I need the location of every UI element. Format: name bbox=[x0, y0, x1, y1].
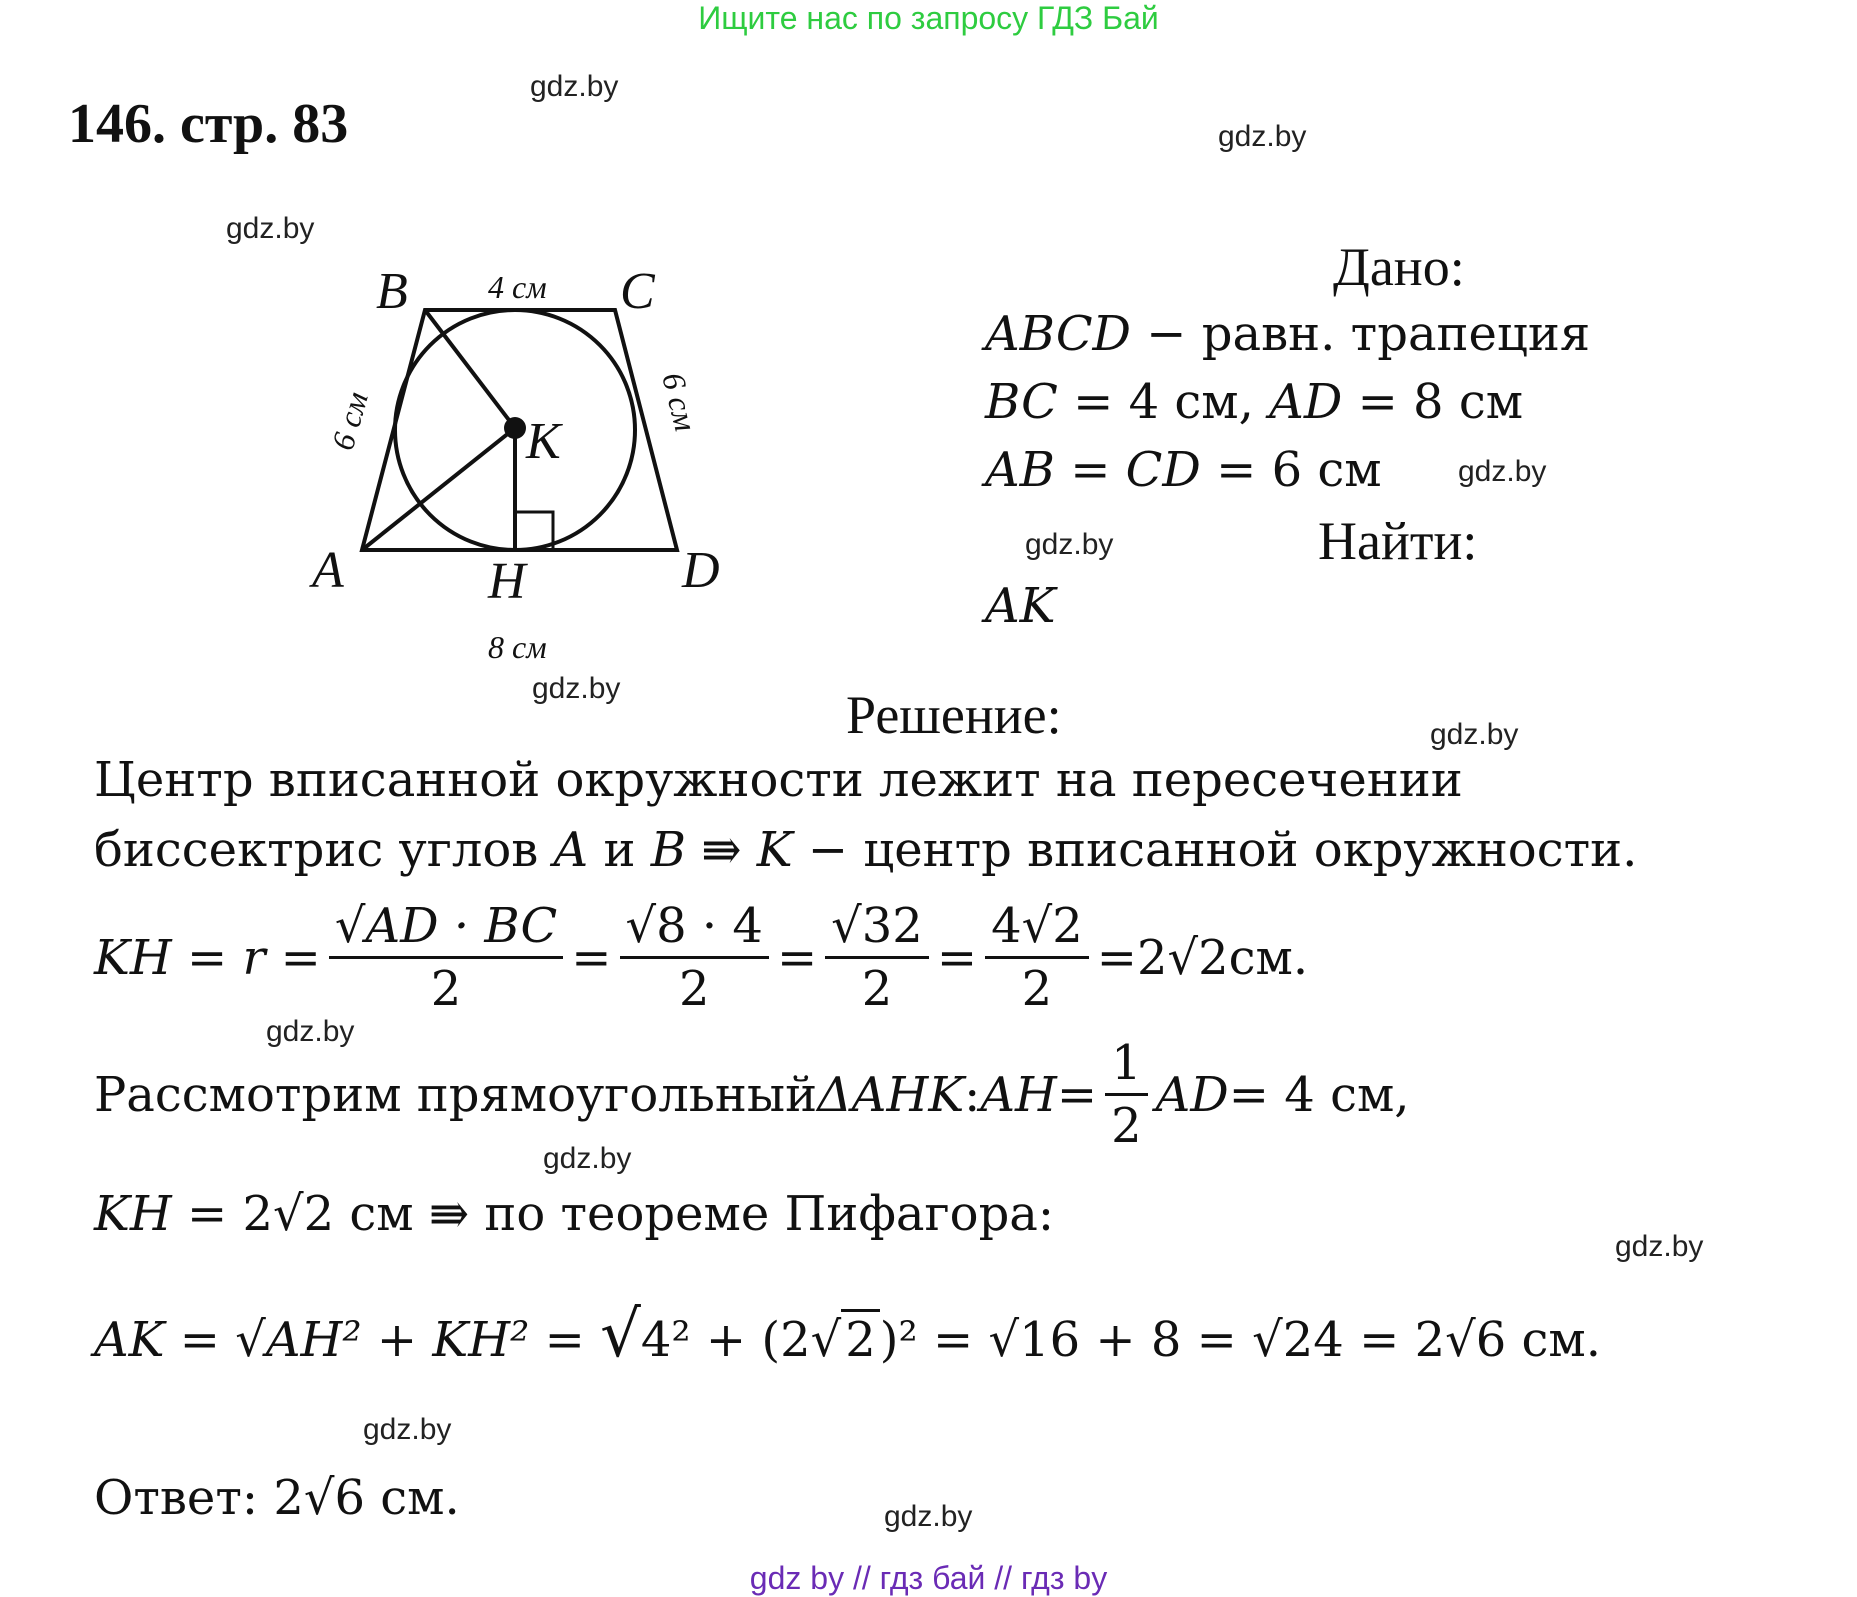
radicand: AH² + KH² bbox=[265, 1312, 530, 1368]
triangle-name: ΔAHK bbox=[817, 1066, 965, 1123]
var-ad: AD bbox=[1155, 1066, 1229, 1123]
equals-sign: = bbox=[1343, 1312, 1415, 1368]
given-line-3 bbox=[985, 442, 1382, 498]
equals-sign: = bbox=[571, 929, 612, 986]
given-var: AB bbox=[985, 442, 1055, 498]
numerator: 4√2 bbox=[985, 898, 1089, 959]
watermark: gdz.by bbox=[266, 1015, 355, 1048]
given-line-1 bbox=[985, 306, 1590, 362]
implies-sign: ⇛ bbox=[686, 822, 757, 878]
task-title: 146. стр. 83 bbox=[68, 93, 349, 155]
numerator: √AD · BC bbox=[329, 898, 563, 959]
given-text: = 4 см, bbox=[1057, 374, 1270, 430]
denominator: 2 bbox=[430, 961, 462, 1017]
given-header: Дано: bbox=[1333, 237, 1465, 297]
coefficient: 2 bbox=[1414, 1312, 1446, 1368]
radicand: 6 bbox=[1475, 1312, 1507, 1368]
inner-radicand: 2 bbox=[841, 1309, 880, 1368]
unit: см. bbox=[365, 1470, 460, 1526]
watermark: gdz.by bbox=[1025, 528, 1114, 561]
given-text: = 6 см bbox=[1200, 442, 1382, 498]
label-h: H bbox=[488, 553, 526, 610]
label-right-side: 6 см bbox=[655, 368, 705, 435]
var-k: K bbox=[756, 822, 793, 878]
equals-sign: = bbox=[1181, 1312, 1253, 1368]
bottom-banner[interactable]: gdz by // гдз бай // гдз by bbox=[749, 1560, 1108, 1596]
label-left-side: 6 см bbox=[324, 387, 375, 454]
fraction-1 bbox=[329, 898, 563, 1017]
text-part: = 4 см, bbox=[1228, 1066, 1410, 1123]
answer-line: Ответ: 2√6 см. bbox=[94, 1470, 460, 1526]
watermark: gdz.by bbox=[1615, 1230, 1704, 1263]
coefficient: 4 bbox=[991, 898, 1022, 954]
unit: см. bbox=[1228, 929, 1309, 986]
text-part: : bbox=[964, 1066, 981, 1123]
equals-sign: = bbox=[776, 929, 818, 986]
given-var: CD bbox=[1125, 442, 1201, 498]
given-var: ABCD bbox=[985, 306, 1132, 362]
var-a: A bbox=[553, 822, 589, 878]
denominator: 2 bbox=[1111, 1098, 1142, 1154]
radicand: 8 · 4 bbox=[656, 898, 763, 954]
radicand: 6 bbox=[334, 1470, 365, 1526]
text-part: Рассмотрим прямоугольный bbox=[94, 1066, 818, 1123]
equals-sign: = bbox=[529, 1312, 601, 1368]
text-part: = 2 bbox=[171, 1186, 273, 1242]
fraction-3 bbox=[825, 898, 929, 1017]
given-text: − равн. трапеция bbox=[1131, 306, 1591, 362]
given-line-2 bbox=[985, 374, 1523, 430]
label-bottom-side: 8 см bbox=[488, 629, 547, 665]
given-text: = bbox=[1054, 442, 1126, 498]
denominator: 2 bbox=[1021, 961, 1053, 1017]
equals-sign: = bbox=[917, 1312, 989, 1368]
var-kh: KH bbox=[94, 1186, 172, 1242]
watermark: gdz.by bbox=[884, 1500, 973, 1533]
text-part: и bbox=[588, 822, 651, 878]
radicand: 2 bbox=[1198, 929, 1229, 986]
bisector-bk bbox=[425, 310, 515, 428]
numerator: √32 bbox=[825, 898, 929, 959]
equals-sign: = bbox=[936, 929, 978, 986]
radicand: 24 bbox=[1282, 1312, 1344, 1368]
kh-lhs: KH = r = bbox=[94, 929, 321, 986]
coefficient: 2 bbox=[1136, 929, 1168, 986]
watermark: gdz.by bbox=[530, 70, 619, 103]
numerator: √8 · 4 bbox=[620, 898, 769, 959]
denominator: 2 bbox=[678, 961, 710, 1017]
equals-sign: = bbox=[1056, 1066, 1098, 1123]
label-d: D bbox=[682, 542, 720, 599]
solution-header: Решение: bbox=[846, 685, 1062, 745]
var-ak: AK bbox=[94, 1312, 165, 1368]
watermark: gdz.by bbox=[1430, 718, 1519, 751]
trapezoid-figure bbox=[290, 250, 750, 670]
denominator: 2 bbox=[861, 961, 893, 1017]
radicand: 2 bbox=[303, 1186, 335, 1242]
numerator: 1 bbox=[1105, 1035, 1148, 1096]
text-part: биссектрис углов bbox=[94, 822, 554, 878]
radicand: 32 bbox=[861, 898, 923, 954]
fraction-half bbox=[1105, 1035, 1148, 1154]
kh-formula: KH = r = $\frac{√AD \cdot BC}{2}$ = $\frac{√8 \cdot 4}{2}$ = $\frac{√32}{2}$ = $\frac{4√2}{2}$ = 2 √ 2 см. bbox=[94, 898, 1309, 1017]
text-part: − центр вписанной окружности. bbox=[792, 822, 1638, 878]
given-text: = 8 см bbox=[1342, 374, 1524, 430]
find-value: AK bbox=[985, 578, 1056, 634]
watermark: gdz.by bbox=[363, 1413, 452, 1446]
fraction-4 bbox=[985, 898, 1089, 1017]
watermark: gdz.by bbox=[226, 212, 315, 245]
equals-sign: = bbox=[164, 1312, 236, 1368]
var-b: B bbox=[650, 822, 687, 878]
watermark: gdz.by bbox=[1218, 120, 1307, 153]
fraction-2 bbox=[620, 898, 769, 1017]
solution-line-2 bbox=[94, 822, 1637, 878]
watermark: gdz.by bbox=[532, 672, 621, 705]
radicand: AD · BC bbox=[365, 898, 558, 954]
watermark: gdz.by bbox=[1458, 455, 1547, 488]
label-top-side: 4 см bbox=[488, 269, 547, 305]
radicand: 4² + (2√2)² bbox=[641, 1312, 918, 1368]
radicand: 2 bbox=[1052, 898, 1083, 954]
answer-label: Ответ: 2 bbox=[94, 1470, 304, 1526]
radicand-part: 4² + (2 bbox=[640, 1312, 811, 1368]
equals-sign: = bbox=[1096, 929, 1137, 986]
solution-line-4 bbox=[94, 1035, 1410, 1154]
given-var: BC bbox=[985, 374, 1058, 430]
unit: см. bbox=[1506, 1312, 1601, 1368]
radicand: 16 + 8 bbox=[1019, 1312, 1182, 1368]
given-var: AD bbox=[1269, 374, 1343, 430]
center-point bbox=[504, 417, 526, 439]
label-b: B bbox=[376, 263, 408, 320]
radicand-part: )² bbox=[879, 1312, 918, 1368]
solution-line-5: KH = 2√2 см ⇛ по теореме Пифагора: bbox=[94, 1186, 1055, 1242]
big-root: √ bbox=[600, 1298, 641, 1372]
bisector-ak bbox=[362, 428, 515, 550]
label-a: A bbox=[312, 542, 344, 599]
top-banner[interactable]: Ищите нас по запросу ГДЗ Бай bbox=[698, 0, 1159, 36]
ak-formula: AK = √AH² + KH² = √4² + (2√2)² = √16 + 8 = √24 = 2√6 см. bbox=[94, 1298, 1601, 1372]
watermark: gdz.by bbox=[543, 1142, 632, 1175]
label-k: K bbox=[526, 413, 561, 470]
solution-line-1: Центр вписанной окружности лежит на пересечении bbox=[94, 752, 1463, 808]
var-ah: AH bbox=[980, 1066, 1057, 1123]
find-header: Найти: bbox=[1318, 511, 1478, 571]
text-part: см ⇛ по теореме Пифагора: bbox=[334, 1186, 1055, 1242]
label-c: C bbox=[620, 263, 655, 320]
